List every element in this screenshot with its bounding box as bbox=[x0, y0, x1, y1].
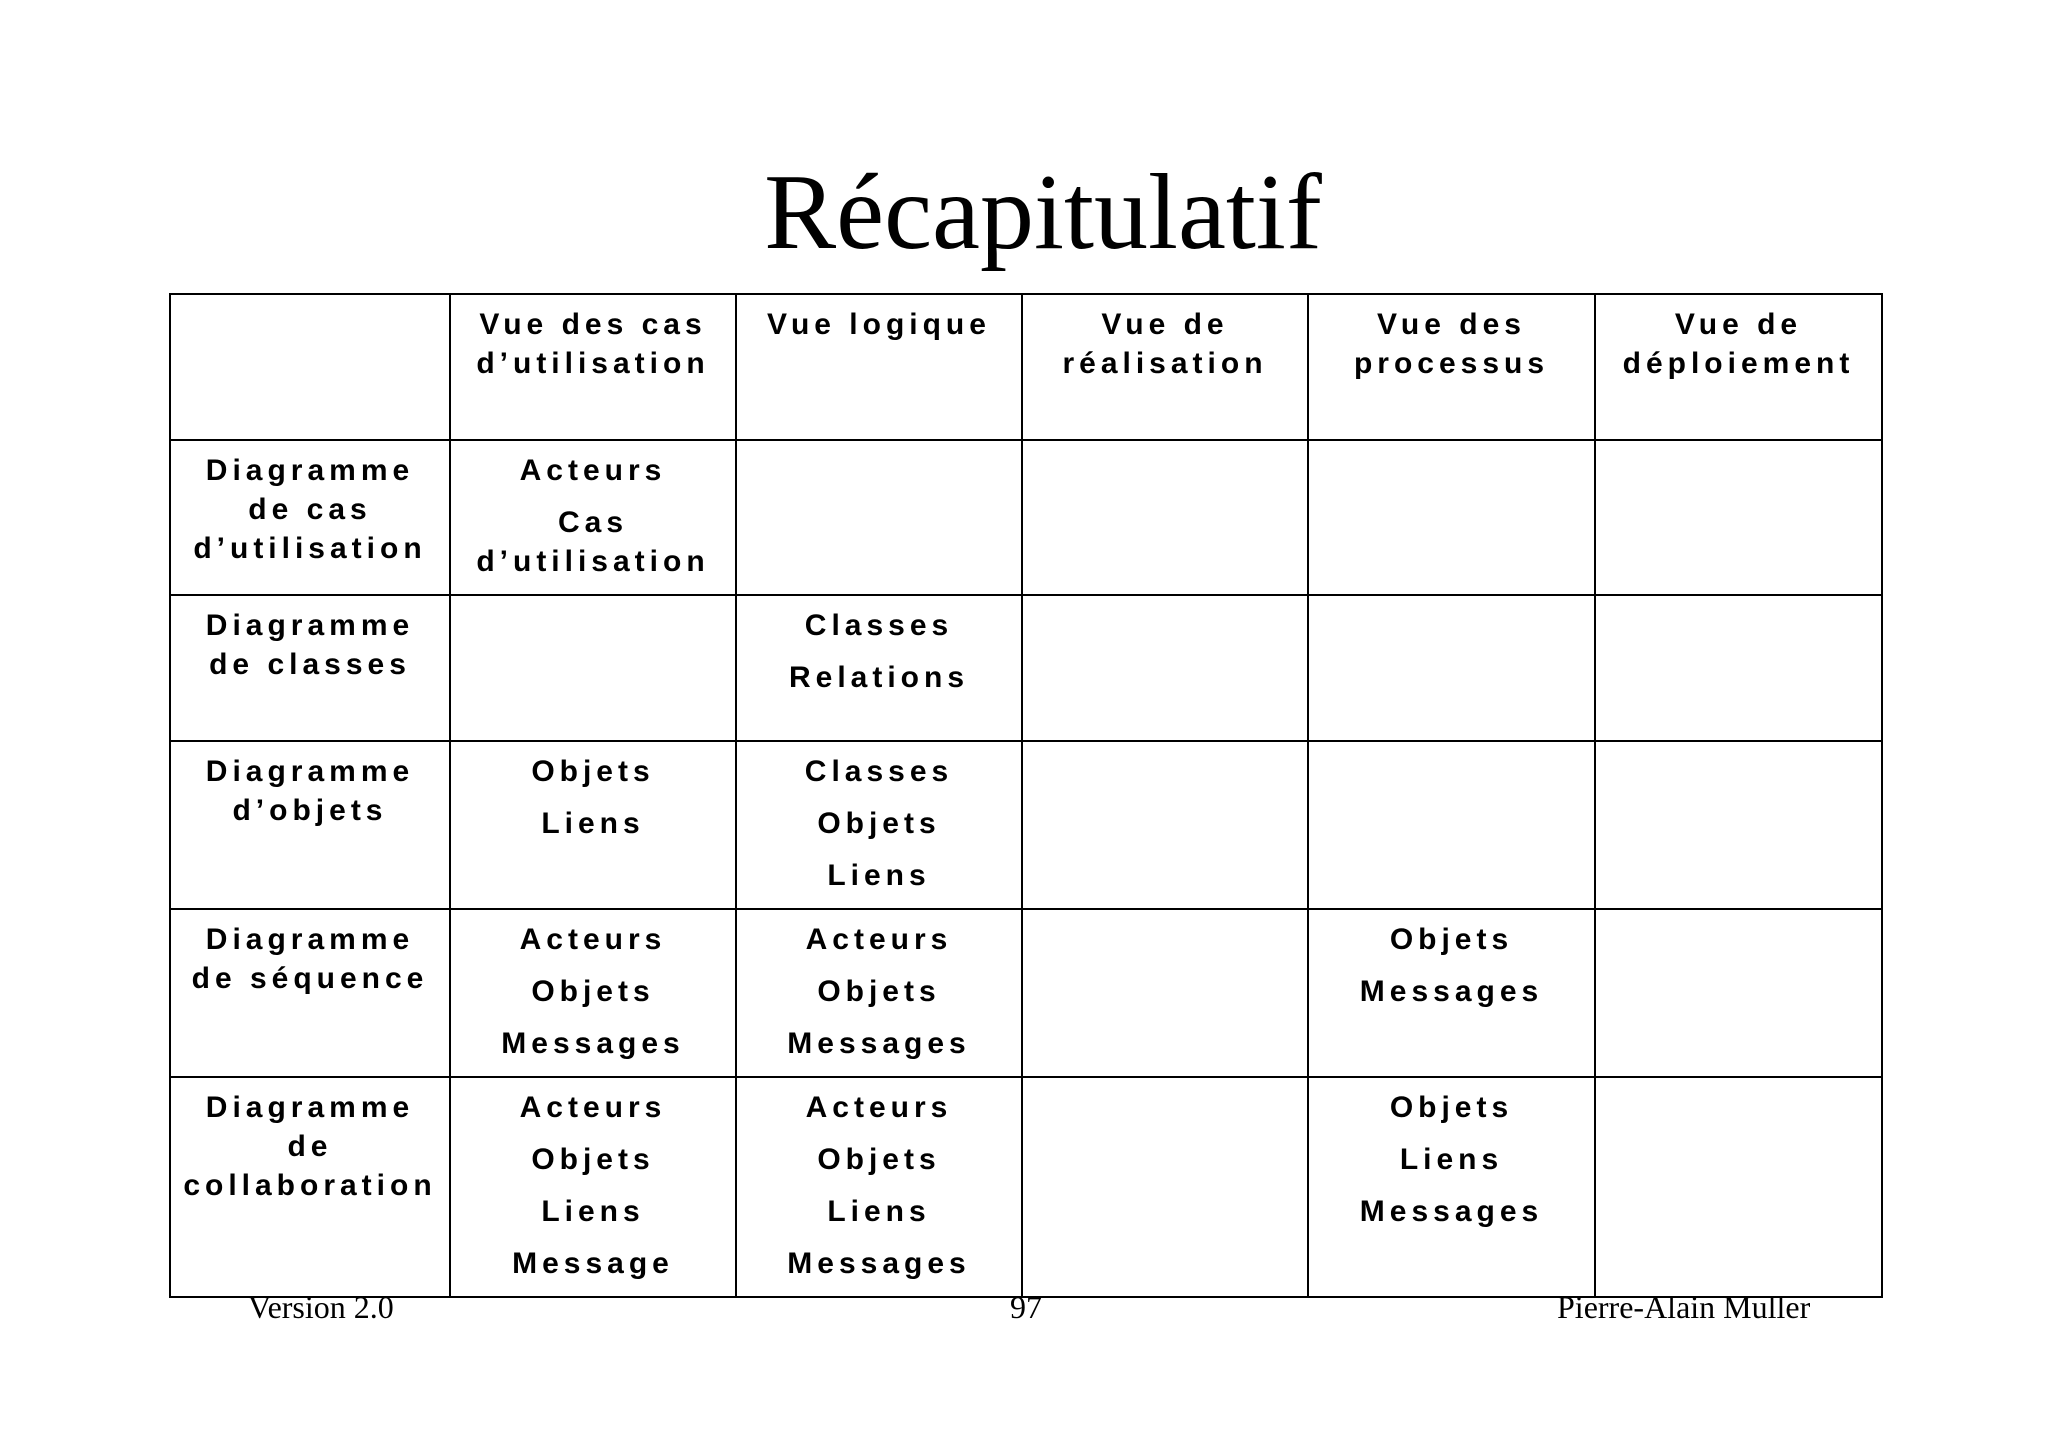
cell-line: Objets bbox=[817, 1143, 941, 1176]
cell-line: Acteurs bbox=[519, 923, 667, 956]
cell-line: Vue des bbox=[1377, 308, 1526, 341]
cell-line: Messages bbox=[787, 1247, 971, 1280]
cell-line: Messages bbox=[501, 1027, 685, 1060]
footer-version: Version 2.0 bbox=[248, 1289, 394, 1325]
table-cell bbox=[1595, 741, 1882, 909]
cell-line: Vue des cas bbox=[479, 308, 707, 341]
cell-line: Diagramme bbox=[205, 454, 415, 487]
table-cell bbox=[1022, 440, 1308, 595]
cell-line: Cas d’utilisation bbox=[476, 506, 710, 578]
cell-line: Messages bbox=[1359, 1195, 1544, 1228]
table-cell bbox=[450, 741, 736, 909]
table-cell bbox=[1022, 741, 1308, 909]
table-cell bbox=[1595, 440, 1882, 595]
row-header bbox=[170, 909, 450, 1077]
cell-line: Acteurs bbox=[519, 454, 667, 487]
cell-line: de séquence bbox=[191, 962, 429, 995]
table-cell bbox=[450, 440, 736, 595]
table-cell bbox=[1308, 909, 1595, 1077]
cell-line: d’objets bbox=[232, 794, 388, 827]
cell-line: Liens bbox=[541, 1195, 645, 1228]
table-cell bbox=[1308, 741, 1595, 909]
table-cell bbox=[1595, 909, 1882, 1077]
header-row bbox=[170, 294, 1882, 440]
table-row bbox=[170, 741, 1882, 909]
table-row bbox=[170, 909, 1882, 1077]
cell-line: de cas bbox=[248, 493, 372, 526]
cell-line: d’utilisation bbox=[193, 532, 427, 565]
cell-line: d’utilisation bbox=[476, 347, 710, 380]
cell-line: Objets bbox=[817, 807, 941, 840]
table-cell bbox=[1022, 1077, 1308, 1297]
column-header bbox=[1308, 294, 1595, 440]
cell-line: Objets bbox=[531, 1143, 655, 1176]
table-cell bbox=[450, 909, 736, 1077]
table-cell bbox=[450, 1077, 736, 1297]
table-cell bbox=[1308, 1077, 1595, 1297]
cell-line: Acteurs bbox=[519, 1091, 667, 1124]
cell-line: Relations bbox=[788, 661, 970, 694]
table-cell bbox=[736, 440, 1022, 595]
summary-table bbox=[169, 293, 1883, 1298]
cell-line: Messages bbox=[1359, 975, 1544, 1008]
cell-line: Diagramme bbox=[205, 923, 415, 956]
cell-line: Objets bbox=[531, 755, 655, 788]
table-cell bbox=[1308, 595, 1595, 741]
cell-line: Liens bbox=[1399, 1143, 1504, 1176]
table-cell bbox=[736, 741, 1022, 909]
cell-line: Acteurs bbox=[805, 923, 953, 956]
cell-line: Vue de bbox=[1101, 308, 1229, 341]
table-cell bbox=[736, 595, 1022, 741]
table-cell bbox=[736, 909, 1022, 1077]
table-cell bbox=[1022, 595, 1308, 741]
cell-line: de classes bbox=[209, 648, 411, 681]
footer-page-number: 97 bbox=[1010, 1289, 1042, 1325]
cell-line: processus bbox=[1353, 347, 1550, 380]
table-row bbox=[170, 595, 1882, 741]
cell-line: Messages bbox=[787, 1027, 971, 1060]
footer-author: Pierre-Alain Muller bbox=[1557, 1289, 1811, 1325]
row-header bbox=[170, 595, 450, 741]
cell-line: Diagramme bbox=[205, 755, 415, 788]
table-row bbox=[170, 440, 1882, 595]
table-cell bbox=[1595, 595, 1882, 741]
cell-line: réalisation bbox=[1062, 347, 1268, 380]
cell-line: Acteurs bbox=[805, 1091, 953, 1124]
table-cell bbox=[1022, 909, 1308, 1077]
table-cell bbox=[1308, 440, 1595, 595]
column-header bbox=[1022, 294, 1308, 440]
cell-line: Message bbox=[512, 1247, 674, 1280]
cell-line: Vue de bbox=[1674, 308, 1803, 341]
row-header bbox=[170, 440, 450, 595]
table-cell bbox=[1595, 1077, 1882, 1297]
cell-line: Vue logique bbox=[767, 308, 991, 341]
cell-line: déploiement bbox=[1622, 347, 1855, 380]
cell-line: Objets bbox=[817, 975, 941, 1008]
cell-line: Objets bbox=[1389, 923, 1514, 956]
cell-line: Liens bbox=[827, 1195, 931, 1228]
cell-line: Diagramme bbox=[205, 1091, 415, 1124]
cell-line: Objets bbox=[531, 975, 655, 1008]
row-header bbox=[170, 1077, 450, 1297]
cell-line: Objets bbox=[1389, 1091, 1514, 1124]
cell-line: collaboration bbox=[183, 1169, 437, 1202]
column-header bbox=[450, 294, 736, 440]
row-header bbox=[170, 741, 450, 909]
table-row bbox=[170, 1077, 1882, 1297]
table-cell bbox=[450, 595, 736, 741]
corner-cell bbox=[170, 294, 450, 440]
cell-line: Diagramme bbox=[205, 609, 415, 642]
table-cell bbox=[736, 1077, 1022, 1297]
cell-line: Classes bbox=[804, 609, 954, 642]
column-header bbox=[736, 294, 1022, 440]
cell-line: Liens bbox=[541, 807, 645, 840]
page-title: Récapitulatif bbox=[764, 153, 1322, 272]
cell-line: Liens bbox=[827, 859, 931, 892]
cell-line: de bbox=[287, 1130, 333, 1163]
column-header bbox=[1595, 294, 1882, 440]
cell-line: Classes bbox=[804, 755, 954, 788]
